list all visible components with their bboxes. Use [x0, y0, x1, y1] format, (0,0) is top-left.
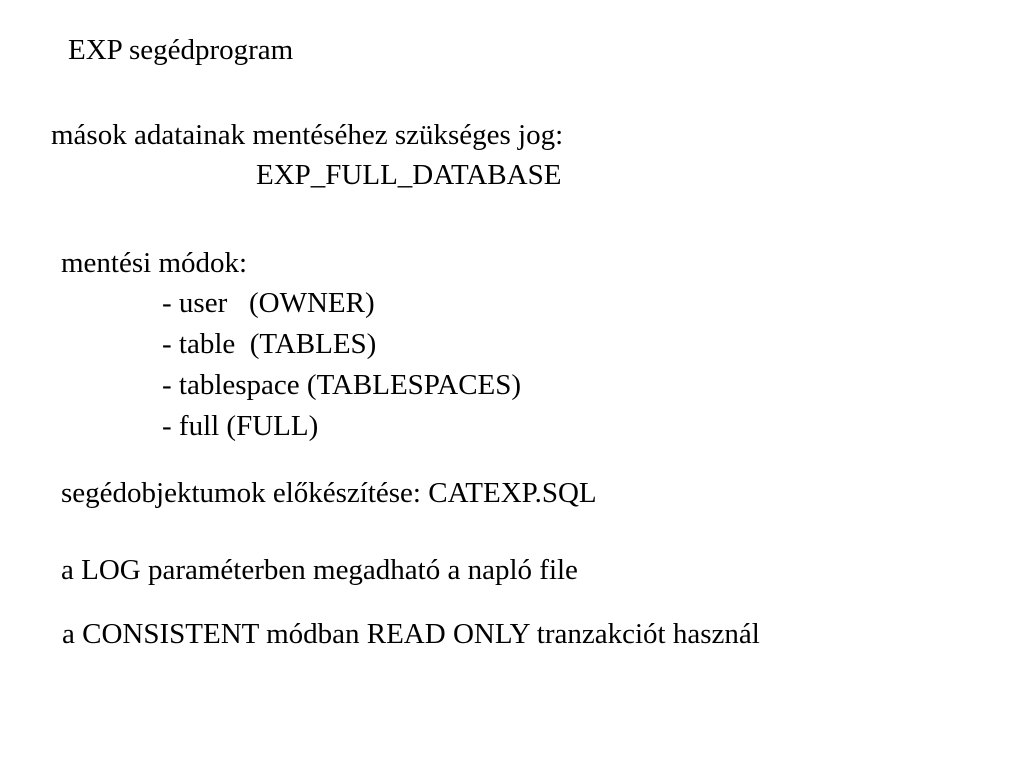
log-param-text: a LOG paraméterben megadható a napló file	[61, 554, 578, 586]
mode-item-tablespace: - tablespace (TABLESPACES)	[162, 369, 522, 401]
slide-title: EXP segédprogram	[68, 34, 294, 66]
consistent-mode-text: a CONSISTENT módban READ ONLY tranzakciót használ	[62, 618, 760, 650]
prep-objects-text: segédobjektumok előkészítése: CATEXP.SQL	[61, 477, 597, 509]
mode-item-user: - user (OWNER)	[162, 287, 375, 319]
rights-label: mások adatainak mentéséhez szükséges jog:	[51, 119, 564, 151]
rights-value: EXP_FULL_DATABASE	[256, 159, 562, 191]
mode-item-table: - table (TABLES)	[162, 328, 377, 360]
modes-heading: mentési módok:	[61, 247, 248, 279]
mode-item-full: - full (FULL)	[162, 410, 319, 442]
